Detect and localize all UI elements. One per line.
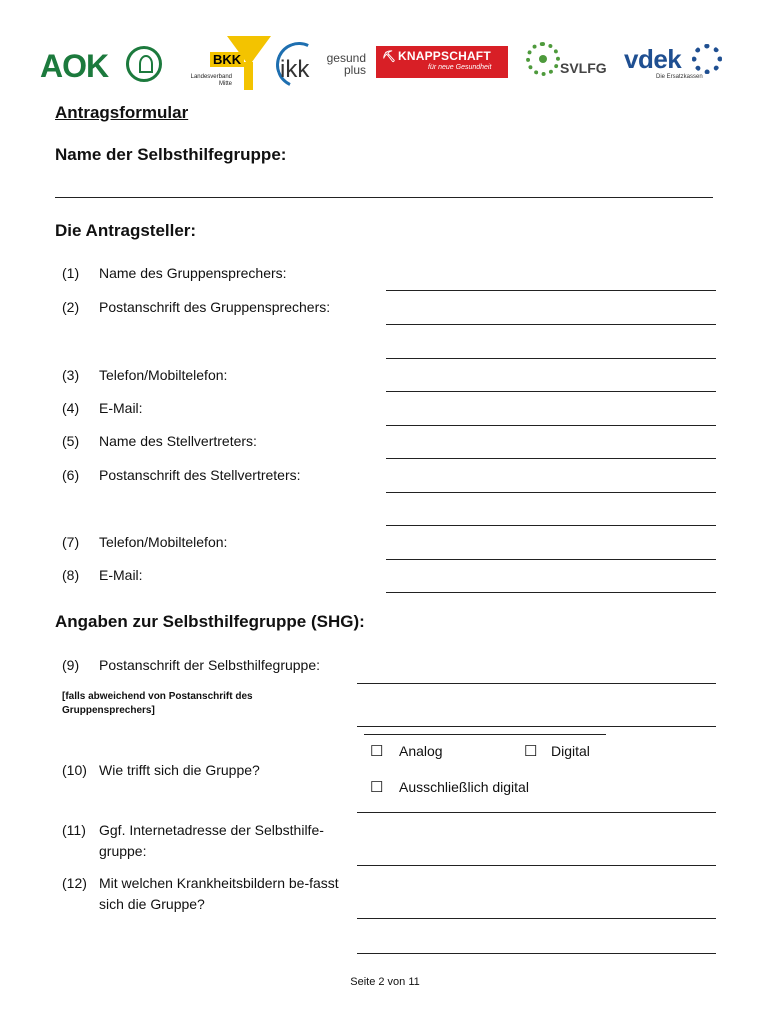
conditions-field-line-2[interactable]	[357, 953, 716, 954]
speaker-address-field-line-2[interactable]	[386, 358, 716, 359]
website-field[interactable]	[357, 865, 716, 866]
speaker-email-field[interactable]	[386, 425, 716, 426]
aok-emblem-icon	[126, 46, 162, 82]
item-number: (12)	[62, 875, 87, 891]
item-number: (3)	[62, 367, 80, 383]
aok-logo: AOK	[40, 48, 109, 84]
bkk-y-stem	[244, 62, 253, 90]
item-label: Telefon/Mobiltelefon:	[99, 534, 228, 550]
item-number: (8)	[62, 567, 80, 583]
bkk-logo-text: BKK	[210, 52, 244, 67]
item-label: Postanschrift der Selbsthilfegruppe:	[99, 657, 321, 673]
item-number: (2)	[62, 299, 80, 315]
form-title: Antragsformular	[55, 103, 189, 122]
group-address-note: [falls abweichend von Postanschrift des Gruppensprechers]	[62, 691, 253, 716]
knappschaft-emblem-icon: ⛏	[382, 51, 396, 63]
analog-checkbox[interactable]: ☐	[370, 743, 384, 760]
item-label: E-Mail:	[99, 567, 143, 583]
deputy-address-field-line-1[interactable]	[386, 492, 716, 493]
vdek-logo-subtitle: Die Ersatzkassen	[656, 74, 703, 80]
bkk-logo-subtitle: Landesverband Mitte	[190, 74, 232, 87]
knappschaft-logo-subtitle: für neue Gesundheit	[428, 64, 492, 71]
speaker-name-field[interactable]	[386, 290, 716, 291]
svlfg-logo	[526, 42, 610, 86]
deputy-phone-field[interactable]	[386, 559, 716, 560]
item-number: (5)	[62, 433, 80, 449]
item-label: Telefon/Mobiltelefon:	[99, 367, 228, 383]
deputy-email-field[interactable]	[386, 592, 716, 593]
page-number: Seite 2 von 11	[350, 976, 420, 988]
group-name-label: Name der Selbsthilfegruppe:	[55, 145, 287, 164]
vdek-logo	[624, 42, 730, 86]
ikk-logo	[276, 42, 372, 86]
item-number: (7)	[62, 534, 80, 550]
item-number: (6)	[62, 467, 80, 483]
item-number: (4)	[62, 400, 80, 416]
only-digital-checkbox[interactable]: ☐	[370, 779, 384, 796]
analog-option-label: Analog	[399, 743, 443, 759]
group-address-field-line-2[interactable]	[357, 726, 716, 727]
item-number: (1)	[62, 265, 80, 281]
item-label: Name des Gruppensprechers:	[99, 265, 287, 281]
group-name-field[interactable]	[55, 197, 713, 198]
item-label: Wie trifft sich die Gruppe?	[99, 762, 260, 778]
only-digital-option-label: Ausschließlich digital	[399, 779, 529, 795]
applicants-heading: Die Antragsteller:	[55, 221, 197, 240]
svlfg-logo-text: SVLFG	[560, 60, 607, 76]
digital-option-label: Digital	[551, 743, 590, 759]
item-label: Name des Stellvertreters:	[99, 433, 257, 449]
deputy-name-field[interactable]	[386, 458, 716, 459]
item-number: (11)	[62, 822, 86, 838]
deputy-address-field-line-2[interactable]	[386, 525, 716, 526]
ikk-logo-subtitle: gesund plus	[326, 51, 366, 77]
group-address-underline	[364, 734, 606, 735]
item-label: Ggf. Internetadresse der Selbsthilfe-gruppe:	[99, 822, 324, 859]
knappschaft-logo-text: KNAPPSCHAFT	[398, 49, 491, 63]
item-label: E-Mail:	[99, 400, 143, 416]
vdek-logo-text: vdek	[624, 44, 682, 74]
vdek-ring-icon	[692, 44, 722, 74]
item-number: (9)	[62, 657, 80, 673]
item-label: Postanschrift des Stellvertreters:	[99, 467, 301, 483]
item-number: (10)	[62, 762, 87, 778]
conditions-field-line-1[interactable]	[357, 918, 716, 919]
shg-heading: Angaben zur Selbsthilfegruppe (SHG):	[55, 612, 365, 631]
logo-bar	[40, 36, 730, 92]
meeting-mode-divider	[357, 812, 716, 813]
svlfg-emblem-icon	[526, 42, 560, 76]
knappschaft-logo	[376, 46, 508, 78]
group-address-field-line-1[interactable]	[357, 683, 716, 684]
speaker-phone-field[interactable]	[386, 391, 716, 392]
digital-checkbox[interactable]: ☐	[524, 743, 538, 760]
ikk-logo-text: ikk	[280, 56, 310, 83]
bkk-logo	[176, 36, 271, 91]
speaker-address-field-line-1[interactable]	[386, 324, 716, 325]
item-label: Mit welchen Krankheitsbildern be-fasst sich die Gruppe?	[99, 875, 339, 912]
item-label: Postanschrift des Gruppensprechers:	[99, 299, 331, 315]
